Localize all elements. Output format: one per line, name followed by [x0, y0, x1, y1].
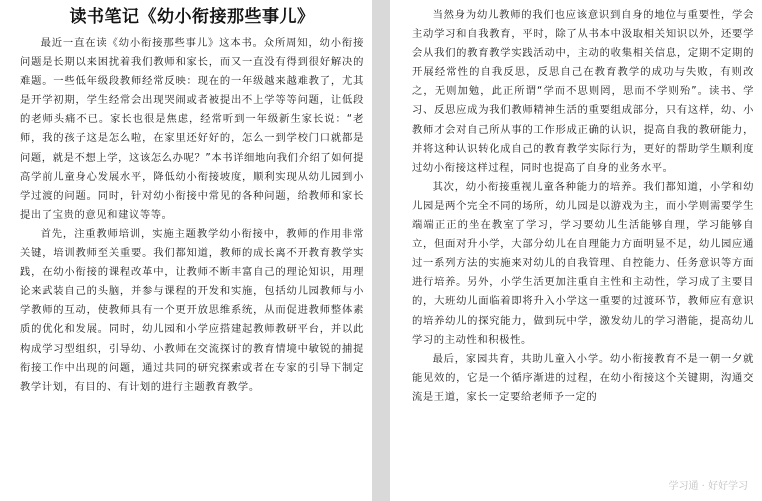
document-title: 读书笔记《幼小衔接那些事儿》: [69, 7, 315, 27]
paragraph-self-reflection: 当然身为幼儿教师的我们也应该意识到自身的地位与重要性，学会主动学习和自我教育，平时，除了从书本中汲取相关知识以外，还要学会从我们的教育教学实践活动中，主动的收集相关信息，定期不定期的开展经常性的自我反思，反思自己在教育教学的成功与失败，有则改之，无则加勉，此正所谓“学而不思则罔，思而不学则殆”。读书、学习、反思应成为我们教师精神生活的重要组成部分，只有这样，幼、小教师才会对自己所从事的工作形成正确的认识，提高自我的教研能力，并将这种认识转化成自己的教育教学实际行为，更好的帮助学生顺利度过幼小衔接这样过程，同时也提高了自身的业务水平。: [412, 9, 754, 174]
paragraph-ability-training: 其次，幼小衔接重视儿童各种能力的培养。我们都知道，小学和幼儿园是两个完全不同的场所，幼儿园是以游戏为主，而小学则需要学生端端正正的坐在教室了学习，学习要幼儿生活能够自理，学习能够自立，但面对升小学，大部分幼儿在自理能力方面明显不足，幼儿园应通过一系列方法的实施来对幼儿的自我管理、自控能力、任务意识等方面进行培养。另外，小学生活更加注重自主性和主动性，学习成了主要目的，大班幼儿面临着即将升入小学这一重要的过渡环节，教师应有意识的培养幼儿的探究能力，做到玩中学，激发幼儿的学习潜能，提高幼儿学习的主动性和积极性。: [412, 180, 754, 346]
watermark-logo: 学习通 · 好好学习: [664, 476, 752, 493]
paragraph-intro: 最近一直在读《幼小衔接那些事儿》这本书。众所周知，幼小衔接问题是长期以来困扰着我们教师和家长，而又一直没有得到很好解决的难题。一些低年级段教师经常反映：现在的一年级越来越难教了，尤其是开学初期，学生经常会出现哭闹或者被提出不上学等等问题，让低段的老师头痛不已。家长也很是焦虑，经常听到一年级新生家长说：“老师，我的孩子这是怎么啦，在家里还好好的，怎么一到学校门口就都是问题，就是不想上学，这该怎么办呢？”本书详细地向我们介绍了如何提高学前儿童身心发展水平，降低幼小衔接坡度，顺利实现从幼儿园到小学过渡的问题。同时，针对幼小衔接中常见的各种问题，给教师和家长提出了宝贵的意见和建议等等。: [20, 37, 364, 221]
paragraph-teacher-training: 首先，注重教师培训，实施主题教学幼小衔接中，教师的作用非常关键，培训教师至关重要。我们都知道，教师的成长离不开教育教学实践，在幼小衔接的课程改革中，让教师不断丰富自己的理论知识，用理论来武装自己的头脑，并参与课程的开发和实施，包括幼儿园教师与小学教师的互动，使教师具有一个更开放思维系统，从而促进教师整体素质的优化和发展。同时，幼儿园和小学应搭建起教师教研平台，并以此构成学习型组织，引导幼、小教师在交流探讨的教育情境中敏锐的捕捉衔接工作中出现的问题，通过共同的研究探索或者在专家的引导下制定教学计划，有目的、有计划的进行主题教育教学。: [20, 227, 364, 393]
right-page: [390, 0, 762, 501]
left-page: [0, 0, 372, 501]
paragraph-home-school: 最后，家园共育，共助儿童入小学。幼小衔接教育不是一朝一夕就能见效的，它是一个循序渐进的过程，在幼小衔接这个关键期，沟通交流是王道，家长一定要给老师予一定的: [412, 352, 754, 403]
page-gutter: [372, 0, 390, 501]
